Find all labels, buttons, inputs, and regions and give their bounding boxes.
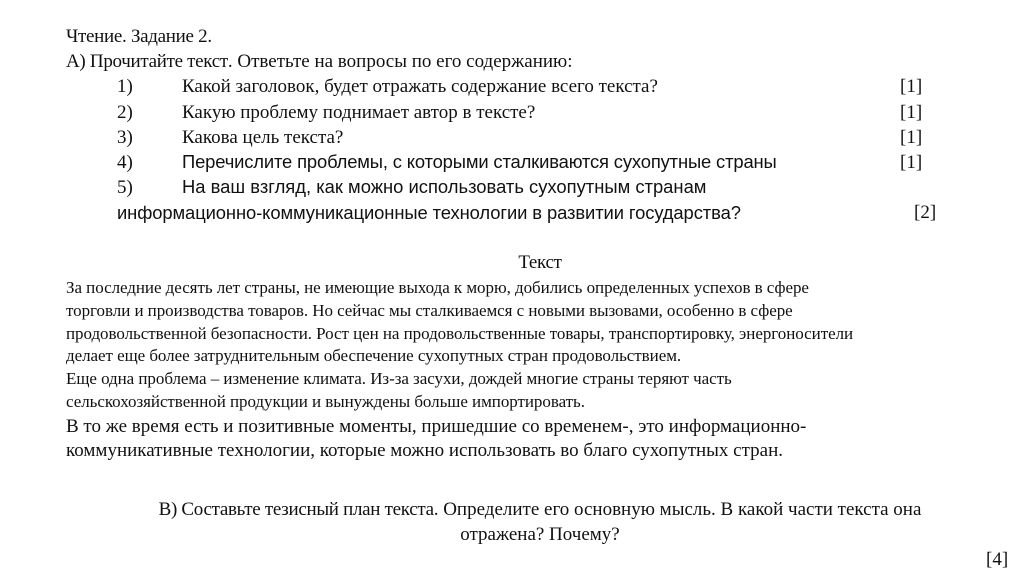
part-b-instruction bbox=[0, 499, 1033, 521]
passage-line: В то же время есть и позитивные моменты, пришедшие со временем-, это информационно- bbox=[66, 416, 807, 437]
question-number: 5) bbox=[117, 177, 133, 198]
part-b-rest: . Определите его основную мысль. В какой части текста она bbox=[433, 499, 922, 520]
part-b-mark bbox=[986, 549, 1008, 571]
question-number: 1) bbox=[117, 76, 133, 97]
question-mark: [2] bbox=[914, 202, 937, 223]
part-a-rest: . Ответьте на вопросы по его содержанию: bbox=[227, 51, 573, 72]
task-title bbox=[66, 26, 212, 48]
question-mark: [1] bbox=[900, 152, 923, 173]
text-heading bbox=[0, 252, 1033, 274]
question-text: Перечислите проблемы, с которыми сталкиваются сухопутные страны bbox=[182, 151, 777, 172]
passage-line: делает еще более затруднительным обеспечение сухопутных стран продовольствием. bbox=[66, 346, 682, 365]
part-b-mark-text: [4] bbox=[986, 549, 1009, 570]
question-mark: [1] bbox=[900, 102, 923, 123]
part-b-instruction-line2 bbox=[0, 524, 1033, 546]
part-b-line2-text: отражена? Почему? bbox=[460, 524, 620, 545]
question-mark: [1] bbox=[900, 127, 923, 148]
question-text: На ваш взгляд, как можно использовать сухопутным странам bbox=[182, 176, 707, 197]
part-b-label: В) Составьте тезисный план текста bbox=[158, 499, 434, 520]
passage-line: коммуникативные технологии, которые можно использовать во благо сухопутных стран. bbox=[66, 440, 783, 461]
question-text: Какой заголовок, будет отражать содержание всего текста? bbox=[182, 76, 658, 97]
question-number: 4) bbox=[117, 152, 133, 173]
question-mark: [1] bbox=[900, 76, 923, 97]
part-a-instruction bbox=[66, 51, 573, 73]
question-text-continued: информационно-коммуникационные технологии в развитии государства? bbox=[117, 202, 741, 223]
passage-line: торговли и производства товаров. Но сейчас мы сталкиваемся с новыми вызовами, особенно в сфере bbox=[66, 301, 793, 320]
question-number: 3) bbox=[117, 127, 133, 148]
passage-line: Еще одна проблема – изменение климата. Из-за засухи, дождей многие страны теряют часть bbox=[66, 369, 732, 388]
text-heading-label: Текст bbox=[518, 252, 562, 273]
question-text: Какова цель текста? bbox=[182, 127, 344, 148]
question-number: 2) bbox=[117, 102, 133, 123]
passage-line: сельскохозяйственной продукции и вынуждены больше импортировать. bbox=[66, 392, 585, 411]
passage-line: продовольственной безопасности. Рост цен на продовольственные товары, транспортировку, энергоносители bbox=[66, 324, 854, 343]
question-text: Какую проблему поднимает автор в тексте? bbox=[182, 102, 536, 123]
part-a-label: А) Прочитайте текст bbox=[66, 51, 228, 72]
task-title-text: Чтение. Задание 2. bbox=[66, 26, 212, 47]
passage-line: За последние десять лет страны, не имеющие выхода к морю, добились определенных успехов в сфере bbox=[66, 278, 809, 297]
